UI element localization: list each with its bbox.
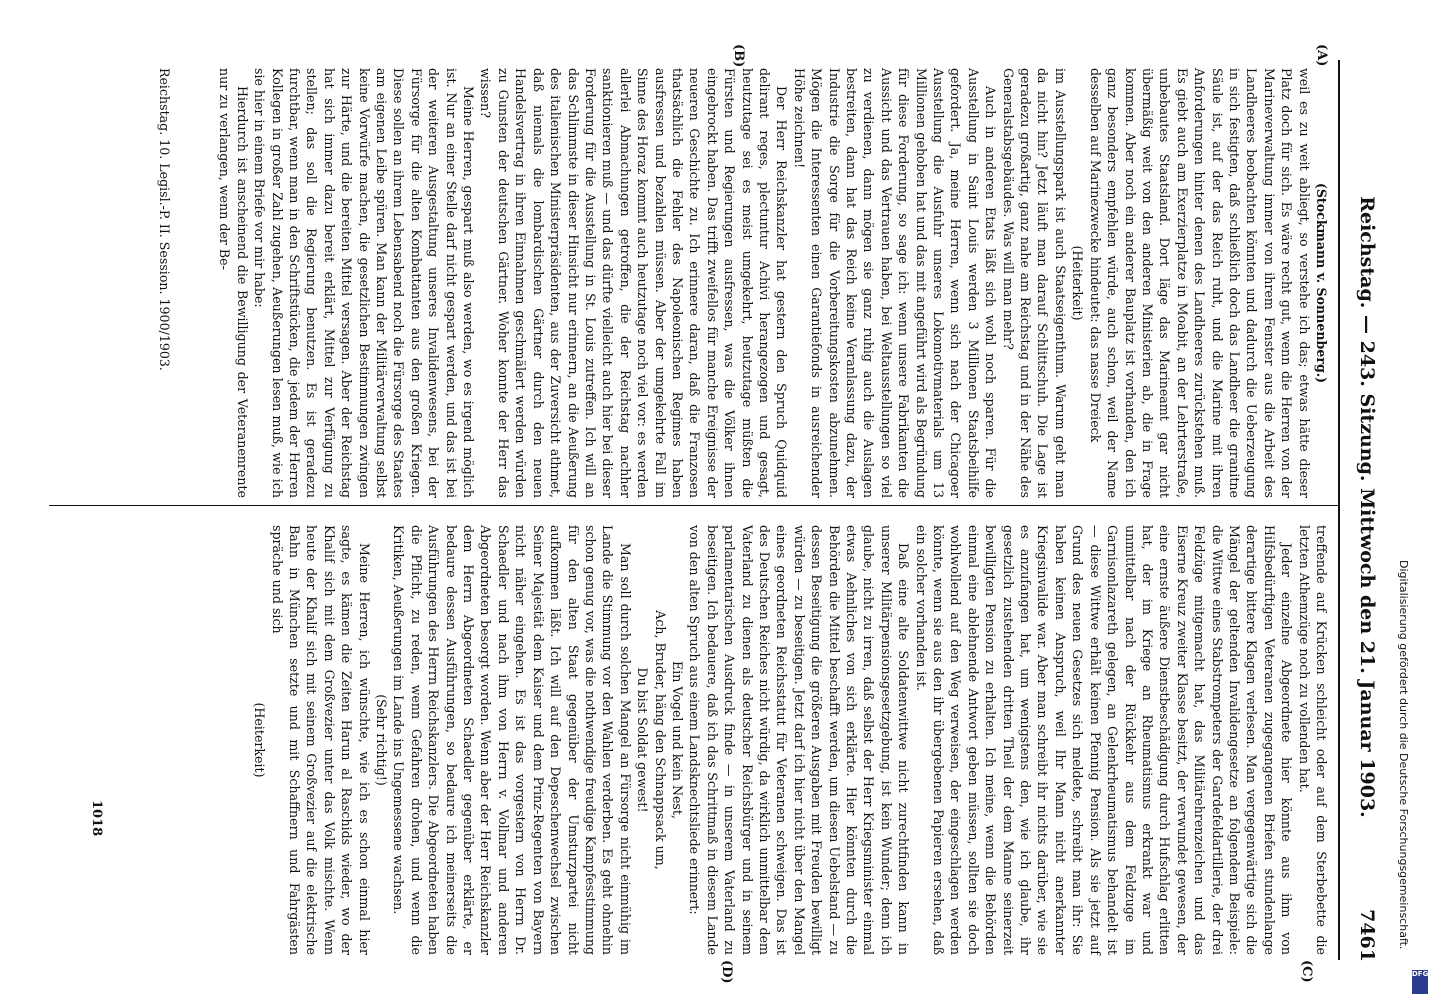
digitization-credit: Digitalisierung gefördert durch die Deutsche Forschungsgemeinschaft. (1397, 560, 1410, 950)
interjection: (Sehr richtig!) (374, 694, 390, 786)
paragraph: Man soll durch solchen Mangel an Fürsorge nicht einmühig im Lande die Stimmung vor den Wahlen verderben. Es geht ohnehin schon genug vor, was die nothwendige freudige Kampfesstimmung für den alten Staat gegenüber der Umsturzpartei nicht aufkommen läßt. Ich will auf den Depeschenwechsel zwischen Seiner Majestät dem Kaiser und dem Prinz-Regenten von Bayern nicht näher eingehen. Es ist das vorgestern von Herrn Dr. Schaedler und nach ihm von Herrn v. Vollmar und anderen Abgeordneten besorgt worden. Wenn aber der Herr Reichskanzler dem Herrn Abgeordneten Schaedler gegenüber erklärte, er bedaure dessen Ausführungen, so bedaure ich meinerseits die Ausführungen des Herrn Reichskanzlers. Die Abgeordneten haben die Pflicht, zu reden, wenn Gefahren drohen, und wenn die Kritiken, Aeußerungen im Lande ins Ungemessene wachsen. (391, 525, 633, 955)
speaker-name: (Stockmann v. Sonnenberg.) (1314, 182, 1329, 384)
margin-marker-d: (D) (719, 960, 734, 984)
paragraph: Jeder einzelne Abgeordnete hier könnte aus ihm von Hilfsbedürftigen Veteranen zugegangenen Briefen stundenlange derartige bittere Klagen verlesen. Man vergegenwärtige sich die Mängel der geltenden Invalidengesetze an folgendem Beispiele: die Wittwe eines Stabstrompeters der Gardefeldartillerie, der drei Feldzüge mitgemacht hat, das Militärehrenzeichen und das Eiserne Kreuz zweiter Klasse besitzt, der verwundet gewesen, der eine ernste äußere Dienstbeschädigung durch Hufschlag erlitten hat, der im Kriege an Rheumatismus erkrankt war und unmittelbar nach der Rückkehr aus dem Feldzuge im Garnisonlazareth gelegen, an Gelenkrheumatismus behandelt ist — diese Wittwe erhält keinen Pfennig Pension. Als sie jetzt auf Grund des neuen Gesetzes sich meldete, schreibt man ihr: Sie haben keinen Anspruch, weil Ihr Mann nicht anerkannter Kriegsinvalide war. Aber man schreibt ihr nichts darüber, wie sie es anzufangen hat, um wenigstens den, wie ich glaube, ihr gesetzlich zustehenden dritten Theil der dem Manne seinerzeit bewilligten Pension zu erhalten. Ich meine, wenn die Behörden einmal eine ablehnende Antwort geben müssen, sollten sie doch wohlwollend auf den Weg verweisen, der eingeschlagen werden könnte, wenn sie aus den ihr übergebenen Papieren ersehen, daß ein solcher vorhanden ist. (913, 525, 1295, 955)
paragraph: Hierdurch ist anscheinend die Bewilligung der Veteranenrente nur zu verlangen, wenn der Be- (217, 68, 250, 498)
paragraph: Der Herr Reichskanzler hat gestern den Spruch Quidquid delirant reges, plectuntur Achivi herangezogen und gesagt, heutzutage sei es meist umgekehrt, heutzutage müßten die Fürsten und Regierungen ausfressen, was die Völker ihnen eingebrockt haben. Das trifft zweifellos für manche Ereignisse der neueren Geschichte zu. Ich erinnere daran, daß die Franzosen thatsächlich die Fehler des Napoleonischen Regimes haben ausfressen und bezahlen müssen. Aber der umgekehrte Fall im Sinne des Horaz kommt auch heutzutage noch viel vor: es werden allerlei Abmachungen getroffen, die der Reichstag nachher sanktionieren muß — und das dürfte vielleicht auch hier bei dieser Forderung für die Ausstellung in St. Louis zutreffen. Ich will an das Schlimmste in dieser Hinsicht nur erinnern, an die Aeußerung des italienischen Ministerpräsidenten, aus der Zuversicht athmet, daß niemals die lombardischen Gärtner durch den neuen Handelsvertrag in ihren Einnahmen geschmälert werden würden zu Gunsten der deutschen Gärtner. Woher konnte der Herr das wissen? (478, 68, 790, 498)
interjection: (Heiterkeit) (1070, 245, 1086, 321)
paragraph: Auch in anderen Etats läßt sich wohl noch sparen. Für die Ausstellung in Saint Louis werden 3 Millionen Staatsbeihilfe gefordert. Ja, meine Herren, wenn sich nach der Chicagoer Ausstellung die Ausfuhr unseres Lokomotivmaterials um 13 Millionen gehoben hat und das mit angeführt wird als Begründung für diese Forderung, so sage ich: wenn unsere Fabrikanten die Aussicht und das Vertrauen haben, bei Weltausstellungen so viel zu verdienen, dann mögen sie ganz ruhig auch die Auslagen bestreiten, dann hat das Reich keine Veranlassung dazu, der Industrie die Sorge für die Vorbereitungskosten abzunehmen. Mögen die Interessenten einen Garantiefonds in ausreichender Höhe zeichnen! (791, 68, 999, 498)
paragraph: Daß eine alte Soldatenwittwe nicht zurechtfinden kann in unserer Militärpensionsgesetzgebung, ist kein Wunder; denn ich glaube, nicht zu irren, daß selbst der Herr Kriegsminister einmal etwas Aehnliches von sich erklärte. Hier könnten durch die Behörden die Mittel beschafft werden, um diesen Uebelstand — zu dessen Beseitigung die größeren Ausgaben mit Freuden bewilligt würden — zu beseitigen. Jetzt darf ich hier nicht über den Mangel eines geordneten Reichsstatut für Veteranen schweigen. Das ist des Deutschen Reiches nicht würdig, da wirklich unmittelbar dem Vaterland zu dienen als deutscher Reichsbürger und in seinem parlamentarischen Ausdruck finde — in unserem Vaterland zu beseitigen. Ich bedauere, daß ich das Schrittmaß in diesem Lande von den alten Spruch aus einem Landsknechtsliede erinnert: (687, 525, 912, 955)
margin-marker-b: (B) (731, 44, 746, 68)
paragraph: Meine Herren, gespart muß also werden, wo es irgend möglich ist. Nur an einer Stelle darf nicht gespart werden, und das ist bei der weiteren Ausgestaltung unseres Invalidenwesens, bei der Fürsorge für die alten Kombattanten aus den großen Kriegen. Diese sollen an ihrem Lebensabend noch die Fürsorge des Staates am eigenen Leibe spüren. Man kann der Militärverwaltung selbst keine Vorwürfe machen, die gesetzlichen Bestimmungen zwingen zur Härte, und die bereiten Mittel versagen. Aber der Reichstag hat sich immer dazu bereit erklärt, Mittel zur Verfügung zu stellen; das soll die Regierung benutzen. Es ist geradezu furchtbar, wenn man in den Schriftstücken, die jedem der Herren Kollegen in großer Zahl zugehen, Aeußerungen lesen muß, wie ich sie hier in einem Briefe vor mir habe: (252, 68, 477, 498)
page-header (1344, 42, 1384, 972)
page-title: Reichstag. — 243. Sitzung. Mittwoch den 21. Januar 1903. (1356, 196, 1378, 818)
verse-line: Du bist Soldat gewest! (635, 667, 651, 813)
paragraph: weil es zu weit abliegt, so verstehe ich das; etwas hätte dieser Platz doch für sich. Es wäre recht gut, wenn die Herren von der Marineverwaltung immer von ihrem Fenster aus die Arbeit des Landheeres beobachten könnten und dadurch die Ueberzeugung in sich festigten, daß schließlich doch das Landheer die granitne Säule ist, auf der das Reich ruht, und die Marine mit ihren Anforderungen hinter denen des Landheeres zurückstehen muß. Es giebt auch am Exerzierplatze in Moabit, an der Lehrterstraße, unbebautes Staatsland. Dort läge das Marineamt gar nicht übermäßig weit von den anderen Ministerien ab, die in Frage kommen. Aber noch ein anderer Bauplatz ist vorhanden, den ich ganz besonders empfehlen würde, auch schon, weil der Name desselben auf Marinezwecke hindeutet: das nasse Dreieck (1087, 68, 1312, 498)
margin-marker-c: (C) (1299, 960, 1314, 983)
footer-page-number: 1018 (89, 800, 104, 837)
paragraph: im Ausstellungspark ist auch Staatseigenthum. Warum geht man da nicht hin? Jetzt läuft man darauf Schlittschuh. Die Lage ist geradezu großartig, ganz nahe am Reichstag und in der Nähe des Generalstabsgebäudes. Was will man mehr? (1000, 68, 1068, 498)
verse-line: Ach, Bruder, häng den Schnappsack um, (652, 610, 668, 870)
paragraph: treffende auf Krücken schleicht oder auf dem Sterbebette die letzten Athemzüge noch zu vollenden hat. (1296, 525, 1329, 955)
header-rule (1338, 60, 1340, 960)
column-divider (49, 505, 1339, 506)
paragraph: Meine Herren, ich wünschte, wie ich es schon einmal hier sagte, es kämen die Zeiten Harun al Raschids wieder, wo der Khalif sich mit dem Großvezier unter das Volk mischte. Wenn heute der Khalif sich mit seinem Großvezier auf die elektrische Bahn in München setzte und mit Schaffnern und Fahrgästen spräche und sich (269, 525, 372, 955)
footer-note: Reichstag. 10. Legisl.-P. II. Session. 1900/1903. (157, 68, 172, 371)
interjection: (Heiterkeit) (252, 702, 268, 778)
left-column (216, 68, 1330, 498)
verse-line: Ein Vogel und kein Nest, (669, 661, 685, 819)
dfg-logo-icon: DFG (1412, 970, 1428, 994)
page-number: 7461 (1356, 909, 1378, 962)
right-column (251, 525, 1330, 955)
margin-marker-a: (A) (1314, 44, 1329, 67)
